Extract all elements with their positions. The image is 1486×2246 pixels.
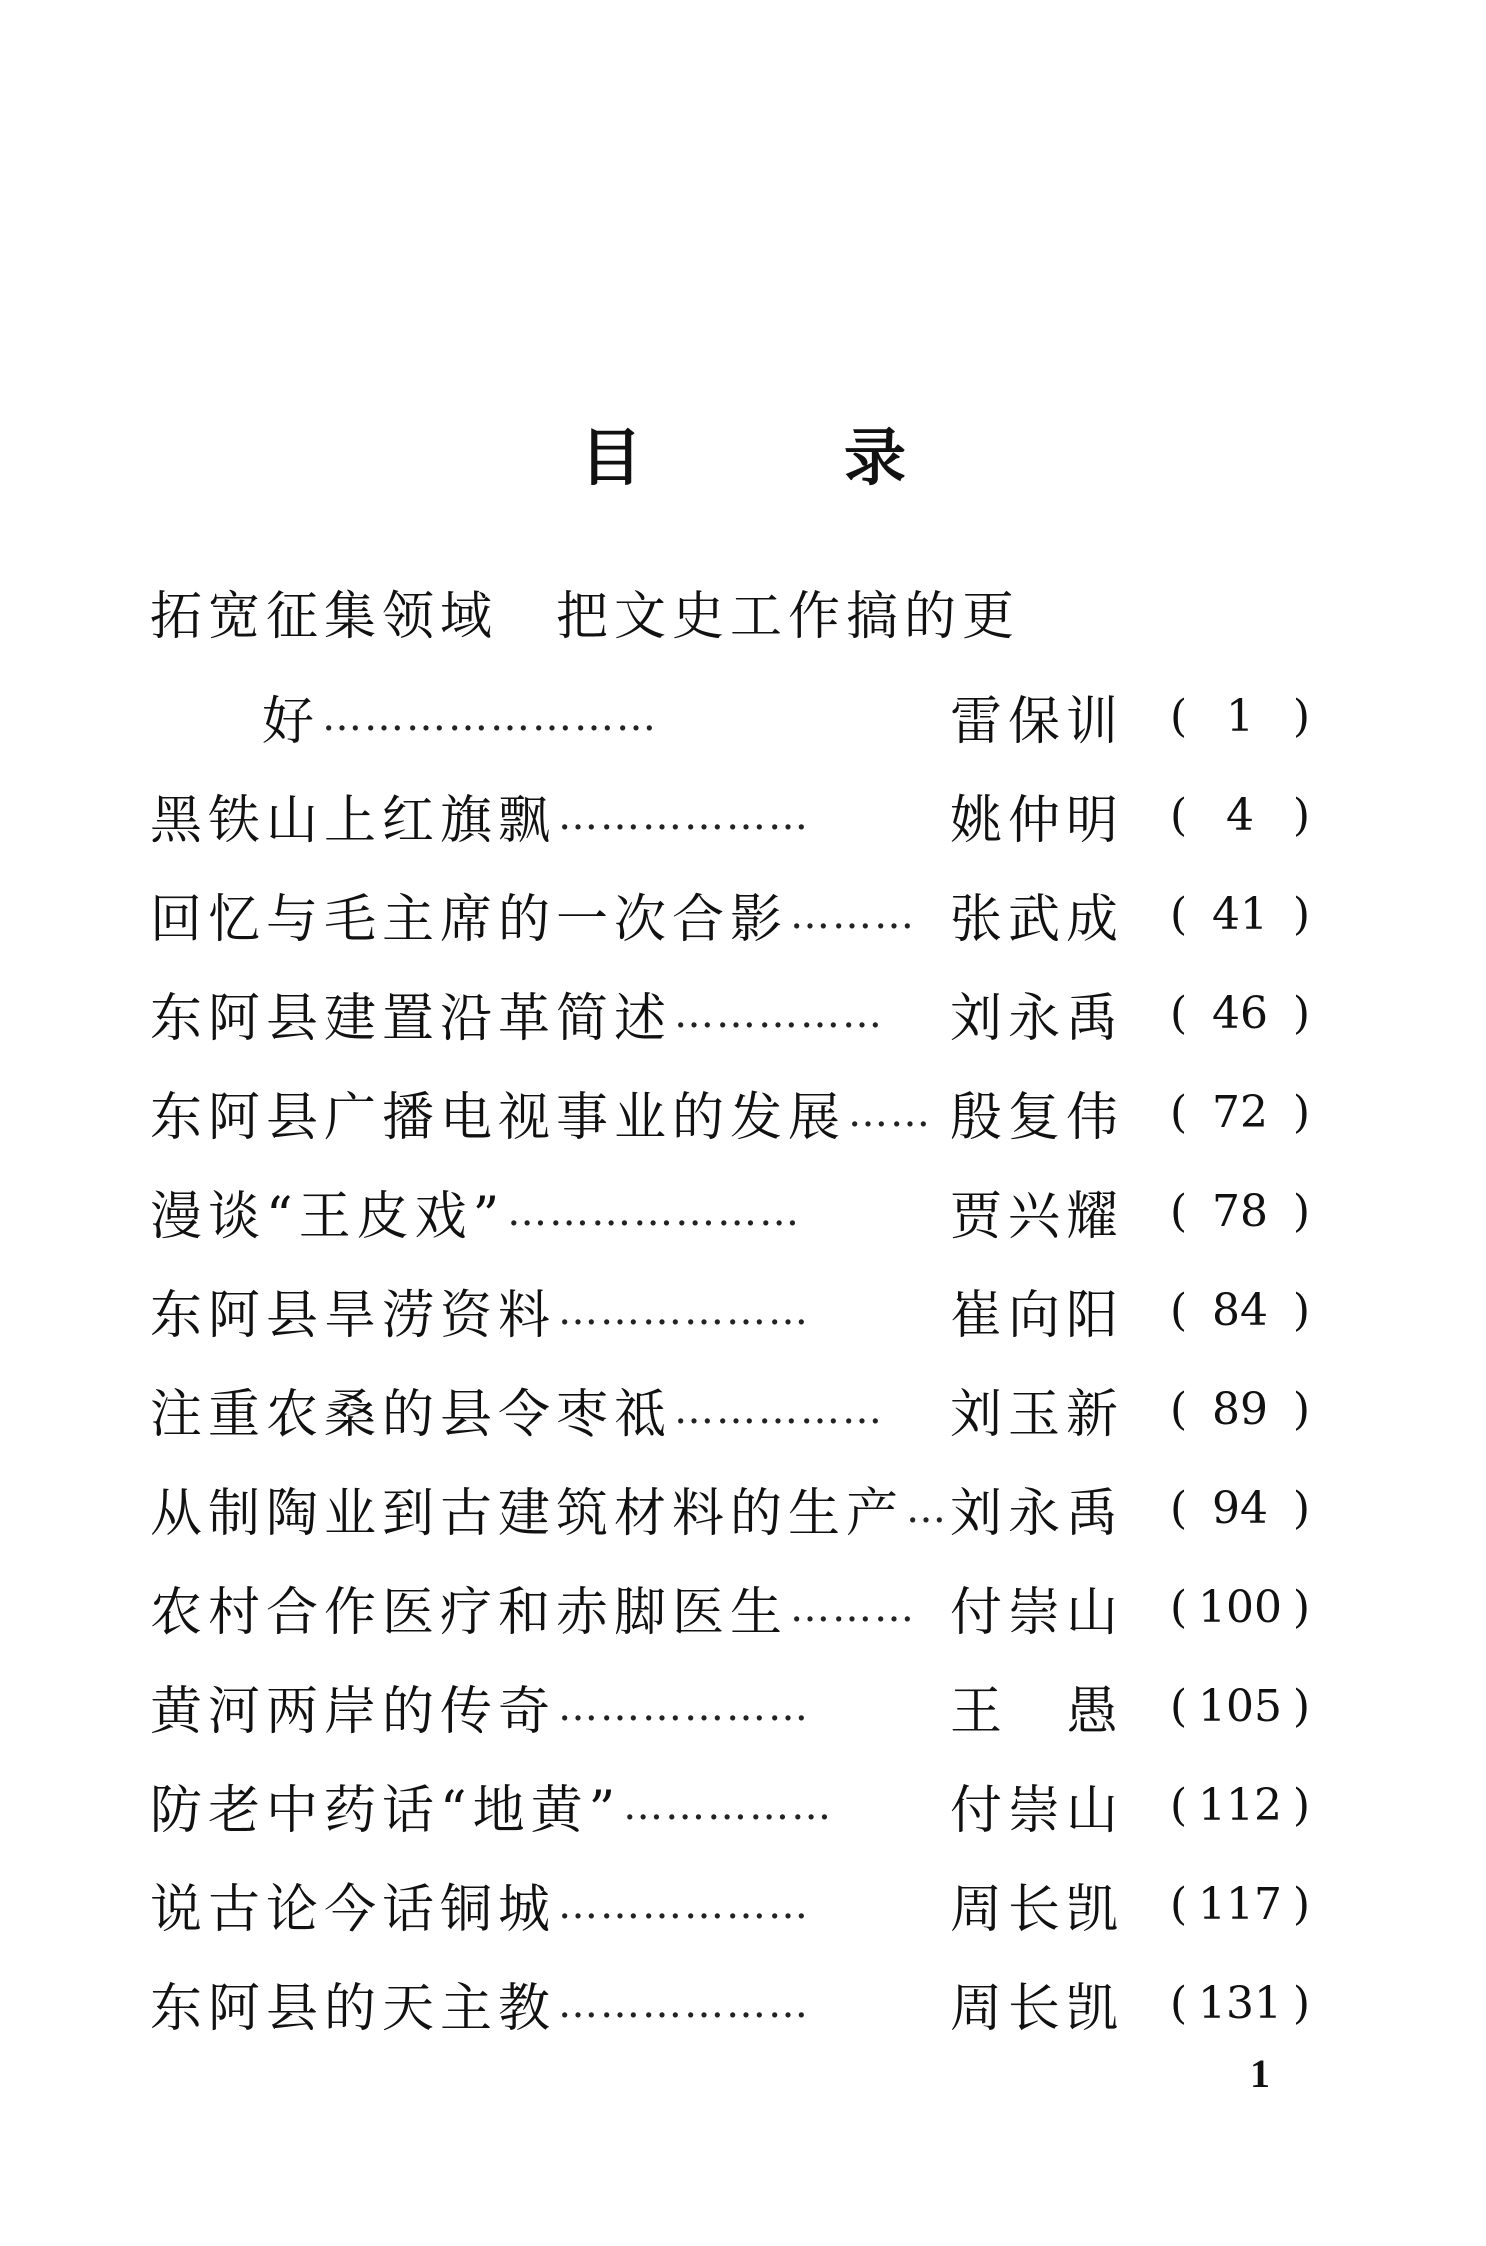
page-number: 84 <box>1212 1285 1268 1336</box>
page-title: 目 录 <box>579 421 976 494</box>
toc-entry-page: ( 1 ) <box>1170 691 1310 742</box>
toc-entry-title: 东阿县的天主教 <box>150 1979 557 2039</box>
page-number: 131 <box>1198 1978 1282 2029</box>
toc-entry-title: 回忆与毛主席的一次合影 <box>150 890 789 950</box>
dot-leader: ……………… <box>558 1980 811 2027</box>
toc-entry[interactable] <box>150 1756 1310 1855</box>
dot-leader: …………… <box>674 990 885 1037</box>
toc-entry-title-line: 拓宽征集领域 把文史工作搞的更 <box>150 587 1021 647</box>
toc-entry-page: ( 117 ) <box>1170 1879 1310 1930</box>
toc-entry[interactable] <box>150 1360 1310 1459</box>
page-number: 94 <box>1212 1483 1268 1534</box>
toc-entry-title: 黑铁山上红旗飘 <box>150 791 557 851</box>
toc-entry-title: 东阿县旱涝资料 <box>150 1286 557 1346</box>
toc-entry[interactable] <box>150 1657 1310 1756</box>
toc-entry-page: ( 94 ) <box>1170 1483 1310 1534</box>
toc-entry-page: ( 41 ) <box>1170 889 1310 940</box>
toc-entry-author: 付崇山 <box>950 1781 1125 1841</box>
dot-leader: …………………… <box>322 693 659 740</box>
toc-entry-author: 刘永禹 <box>950 1484 1125 1544</box>
toc-entry-author: 周长凯 <box>950 1979 1125 2039</box>
toc-entry-title: 从制陶业到古建筑材料的生产 <box>150 1484 905 1544</box>
page-number: 112 <box>1198 1780 1282 1831</box>
toc-entry[interactable] <box>150 1063 1310 1162</box>
toc-entry-page: ( 78 ) <box>1170 1186 1310 1237</box>
page-number: 89 <box>1212 1384 1268 1435</box>
toc-entry-author: 雷保训 <box>950 692 1125 752</box>
dot-leader: ……………… <box>558 1287 811 1334</box>
dot-leader: ……………… <box>558 792 811 839</box>
toc-entry-author: 刘玉新 <box>950 1385 1125 1445</box>
toc-entry-page: ( 4 ) <box>1170 790 1310 841</box>
page-number: 41 <box>1212 889 1268 940</box>
dot-leader: …………… <box>623 1782 834 1829</box>
toc-entry-title: 漫谈“王皮戏” <box>150 1187 506 1247</box>
toc-entry-author: 殷复伟 <box>950 1088 1125 1148</box>
dot-leader: ……………… <box>558 1881 811 1928</box>
toc-entry-author: 刘永禹 <box>950 989 1125 1049</box>
toc-entry-title: 注重农桑的县令枣祗 <box>150 1385 673 1445</box>
toc-entry[interactable] <box>150 1459 1310 1558</box>
toc-entry[interactable] <box>150 865 1310 964</box>
dot-leader: … <box>906 1485 948 1532</box>
toc-entry-title: 东阿县建置沿革简述 <box>150 989 673 1049</box>
table-of-contents <box>150 568 1310 2053</box>
dot-leader: ……… <box>790 891 917 938</box>
toc-entry[interactable] <box>150 1855 1310 1954</box>
toc-entry-page: ( 89 ) <box>1170 1384 1310 1435</box>
toc-entry[interactable] <box>150 1162 1310 1261</box>
toc-entry-page: ( 112 ) <box>1170 1780 1310 1831</box>
toc-entry-author: 周长凯 <box>950 1880 1125 1940</box>
dot-leader: …… <box>848 1089 933 1136</box>
toc-entry-title: 防老中药话“地黄” <box>150 1781 622 1841</box>
dot-leader: ………………… <box>507 1188 802 1235</box>
page-folio-number: 1 <box>1250 2051 1270 2096</box>
toc-entry-page: ( 105 ) <box>1170 1681 1310 1732</box>
toc-entry-page: ( 131 ) <box>1170 1978 1310 2029</box>
page-number: 105 <box>1198 1681 1282 1732</box>
toc-entry-page: ( 84 ) <box>1170 1285 1310 1336</box>
toc-entry-page: ( 100 ) <box>1170 1582 1310 1633</box>
toc-entry[interactable] <box>150 1558 1310 1657</box>
toc-entry-author: 付崇山 <box>950 1583 1125 1643</box>
toc-entry-page: ( 46 ) <box>1170 988 1310 1039</box>
toc-entry[interactable] <box>150 964 1310 1063</box>
page-number: 100 <box>1198 1582 1282 1633</box>
dot-leader: ……… <box>790 1584 917 1631</box>
toc-entry-title: 说古论今话铜城 <box>150 1880 557 1940</box>
page-number: 117 <box>1198 1879 1282 1930</box>
page-number: 46 <box>1212 988 1268 1039</box>
toc-entry-author: 王 愚 <box>950 1682 1125 1742</box>
toc-entry[interactable] <box>150 766 1310 865</box>
toc-entry-author: 贾兴耀 <box>950 1187 1125 1247</box>
toc-entry[interactable] <box>150 667 1310 766</box>
toc-entry-author: 张武成 <box>950 890 1125 950</box>
toc-entry-title: 黄河两岸的传奇 <box>150 1682 557 1742</box>
toc-entry[interactable] <box>150 1954 1310 2053</box>
page-number: 72 <box>1212 1087 1268 1138</box>
toc-entry-author: 崔向阳 <box>950 1286 1125 1346</box>
toc-entry-title: 东阿县广播电视事业的发展 <box>150 1088 847 1148</box>
page-number: 1 <box>1226 691 1254 742</box>
dot-leader: ……………… <box>558 1683 811 1730</box>
toc-entry-title: 好 <box>262 692 321 752</box>
toc-entry[interactable] <box>150 1261 1310 1360</box>
toc-entry-author: 姚仲明 <box>950 791 1125 851</box>
toc-entry-page: ( 72 ) <box>1170 1087 1310 1138</box>
page-number: 4 <box>1226 790 1254 841</box>
toc-entry-title: 农村合作医疗和赤脚医生 <box>150 1583 789 1643</box>
page-number: 78 <box>1212 1186 1268 1237</box>
dot-leader: …………… <box>674 1386 885 1433</box>
